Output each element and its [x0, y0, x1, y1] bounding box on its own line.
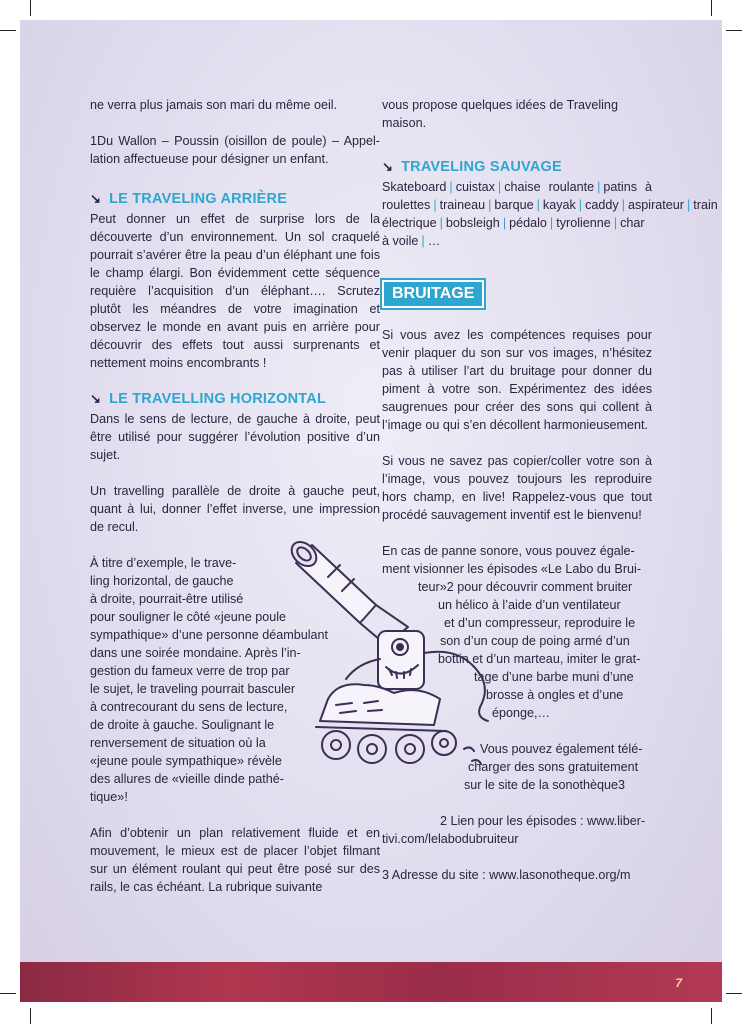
text-line: charger des sons gratuitement: [468, 760, 639, 774]
paragraph: ne verra plus jamais son mari du même oeil.: [90, 98, 338, 112]
list-item: bobsleigh: [445, 216, 500, 230]
text-line: bottin et d’un marteau, imiter le grat-: [438, 652, 641, 666]
footnote: 3 Adresse du site : www.lasonotheque.org/m: [382, 868, 631, 882]
crop-mark: [30, 0, 31, 16]
paragraph: Afin d’obtenir un plan relativement fluide et en mouvement, le mieux est de placer l’objet filmant sur un élément roulant qui peut être posé sur des rails, le cas échéant. La rubrique suivante: [90, 826, 380, 894]
text-line: «jeune poule sympathique» révèle: [90, 754, 282, 768]
crop-mark: [726, 30, 742, 31]
text-line: brosse à ongles et d’une: [486, 688, 624, 702]
text-line: sympathique» d’une personne déambulant: [90, 628, 329, 642]
text-line: son d’un coup de poing armé d’un: [440, 634, 630, 648]
list-item: patins à roulettes: [382, 180, 652, 212]
text-line: À titre d’exemple, le trave-: [90, 556, 237, 570]
text-line: ling horizontal, de gauche: [90, 574, 234, 588]
list-item: pédalo: [509, 216, 547, 230]
list-item: caddy: [585, 198, 619, 212]
heading-text: LE TRAVELLING HORIZONTAL: [109, 391, 327, 407]
text-line: gestion du fameux verre de trop par: [90, 664, 290, 678]
section-heading: [382, 158, 652, 176]
list-item: Skateboard: [382, 180, 447, 194]
text-line: dans une soirée mondaine. Après l’in-: [90, 646, 301, 660]
footnote: 1Du Wallon – Poussin (oisillon de poule) – Appel-lation affectueuse pour désigner un enfant.: [90, 134, 380, 166]
list-item: chaise roulante: [504, 180, 595, 194]
paragraph: vous propose quelques idées de Traveling maison.: [382, 98, 618, 130]
item-list: Skateboard | cuistax | chaise roulante | patins à roulettes | traineau | barque | kayak | caddy | aspirateur | train électrique | bobsleigh | pédalo | tyrolienne | char à voile | …: [382, 180, 718, 248]
crop-mark: [726, 993, 742, 994]
arrow-down-right-icon: ↘: [90, 191, 102, 206]
list-item: char à voile: [382, 216, 645, 248]
crop-mark: [0, 30, 16, 31]
heading-text: LE TRAVELING ARRIÈRE: [109, 191, 288, 207]
text-line: des allures de «vieille dinde pathé-: [90, 772, 284, 786]
crop-mark: [30, 1008, 31, 1024]
list-item: aspirateur: [627, 198, 684, 212]
section-heading: [90, 190, 380, 208]
page: [20, 20, 722, 1002]
text-line: renversement de situation où la: [90, 736, 266, 750]
text-line: éponge,…: [492, 706, 551, 720]
text-line: de droite à gauche. Soulignant le: [90, 718, 275, 732]
list-item: barque: [494, 198, 534, 212]
section-title-badge: BRUITAGE: [382, 280, 484, 308]
text-line: tivi.com/lelabodubruiteur: [382, 832, 519, 846]
paragraph: Peut donner un effet de surprise lors de la découverte d’un environnement. Un sol craquelé pourrait s’avérer être la peau d’un éléphant une fois le champ élargi. Bon évidemment cette séquence requière l’acquisition d’un éléphant…. Scrutez plutôt les méandres de votre imagination et observez le monde en avant puis en arrière pour découvrir des effets tout aussi surprenants et nettement moins encombrants !: [90, 212, 380, 370]
heading-text: TRAVELING SAUVAGE: [401, 159, 562, 175]
crop-mark: [711, 0, 712, 16]
crop-mark: [711, 1008, 712, 1024]
list-item: tyrolienne: [556, 216, 611, 230]
text-line: un hélico à l’aide d’un ventilateur: [438, 598, 621, 612]
footer-band: [20, 962, 722, 1002]
text-line: ment visionner les épisodes «Le Labo du Brui-: [382, 562, 642, 576]
list-item: train électrique: [382, 198, 718, 230]
text-line: Vous pouvez également télé-: [480, 742, 643, 756]
list-item: cuistax: [455, 180, 495, 194]
list-item: traineau: [439, 198, 486, 212]
text-line: à contrecourant du sens de lecture,: [90, 700, 288, 714]
paragraph: Si vous avez les compétences requises pour venir plaquer du son sur vos images, n’hésitez pas à utiliser l’art du bruitage pour donner du piment à votre son. Expérimentez des idées saugrenues pour créer des sons qui collent à l’image ou qui s’en décollent harmonieusement.: [382, 328, 652, 432]
page-number: 7: [675, 976, 682, 990]
text-line: et d’un compresseur, reproduire le: [444, 616, 636, 630]
text-line: le sujet, le traveling pourrait basculer: [90, 682, 296, 696]
list-item: …: [427, 234, 441, 248]
crop-mark: [0, 993, 16, 994]
paragraph: Si vous ne savez pas copier/coller votre son à l’image, vous pouvez toujours les reproduire hors champ, en live! Rappelez-vous que tout procédé sauvagement inventif est le bienvenu!: [382, 454, 652, 522]
text-line: tique»!: [90, 790, 128, 804]
text-line: pour souligner le côté «jeune poule: [90, 610, 287, 624]
section-heading: [90, 390, 380, 408]
footnote: [382, 812, 652, 848]
text-line: En cas de panne sonore, vous pouvez égale-: [382, 544, 635, 558]
left-column: [90, 96, 380, 914]
text-line: tage d’une barbe muni d’une: [474, 670, 634, 684]
camera-robot-skate-illustration: [268, 535, 508, 785]
paragraph: Dans le sens de lecture, de gauche à droite, peut être utilisé pour suggérer l’évolution positive d’un sujet.: [90, 412, 380, 462]
paragraph: Un travelling parallèle de droite à gauche peut, quant à lui, donner l’effet inverse, une impression de recul.: [90, 484, 380, 534]
text-line: sur le site de la sonothèque3: [464, 778, 626, 792]
text-line: teur»2 pour découvrir comment bruiter: [418, 580, 633, 594]
list-item: kayak: [542, 198, 576, 212]
text-line: à droite, pourrait-être utilisé: [90, 592, 244, 606]
text-line: 2 Lien pour les épisodes : www.liber-: [440, 814, 646, 828]
arrow-down-right-icon: ↘: [382, 159, 394, 174]
arrow-down-right-icon: ↘: [90, 391, 102, 406]
